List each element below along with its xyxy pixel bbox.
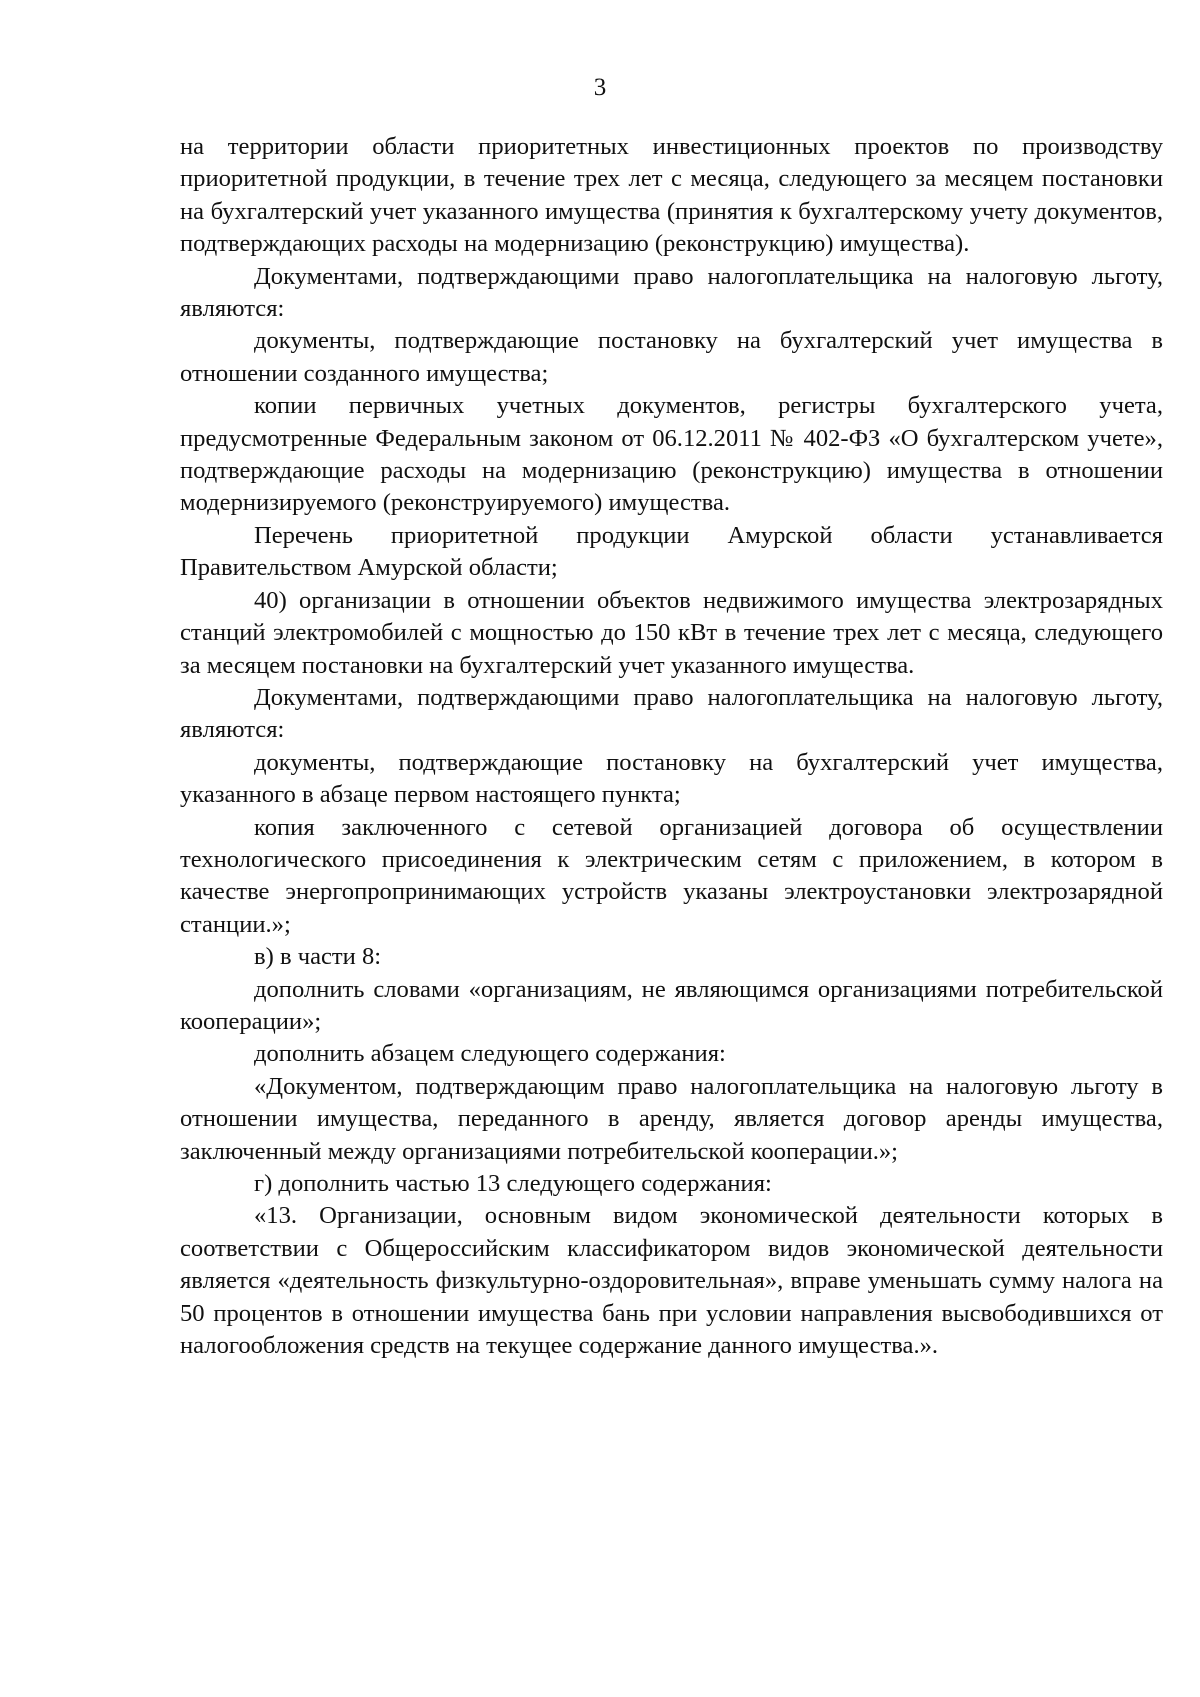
paragraph-documents-accounting-2: документы, подтверждающие постановку на бухгалтерский учет имущества, указанного в абзаце первом настоящего пункта;	[180, 748, 1163, 809]
paragraph-part-8: в) в части 8:	[254, 943, 382, 971]
paragraph-part-13: «13. Организации, основным видом экономической деятельности которых в соответствии с Общероссийским классификатором видов экономической деятельности является «деятельность физкультурно-оздоровительная», вправе уменьшать сумму налога на 50 процентов в отношении имущества бань при условии направления высвободившихся от налогообложения средств на текущее содержание данного имущества.».	[180, 1202, 1163, 1360]
paragraph-documents-confirming: Документами, подтверждающими право налогоплательщика на налоговую льготу, являются:	[180, 262, 1163, 323]
paragraph-add-clause: дополнить абзацем следующего содержания:	[254, 1040, 726, 1068]
paragraph-copies-primary-documents: копии первичных учетных документов, регистры бухгалтерского учета, предусмотренные Федеральным законом от 06.12.2011 № 402-ФЗ «О бухгалтерском учете», подтверждающие расходы на модернизацию (реконструкцию) имущества в отношении модернизируемого (реконструируемого) имущества.	[180, 392, 1163, 517]
document-body	[180, 131, 1163, 1362]
paragraph-part-13-intro: г) дополнить частью 13 следующего содержания:	[254, 1170, 772, 1197]
paragraph-add-words: дополнить словами «организациям, не являющимся организациями потребительской кооперации»;	[180, 975, 1163, 1035]
paragraph-contract-copy: копия заключенного с сетевой организацией договора об осуществлении технологического присоединения к электрическим сетям с приложением, в котором в качестве энергопропринимающих устройств указаны электроустановки электрозарядной станции.»;	[180, 813, 1163, 938]
paragraph-continuation: на территории области приоритетных инвестиционных проектов по производству приоритетной продукции, в течение трех лет с месяца, следующего за месяцем постановки на бухгалтерский учет указанного имущества (принятия к бухгалтерскому учету документов, подтверждающих расходы на модернизацию (реконструкцию) имущества).	[180, 133, 1163, 258]
paragraph-lease-document: «Документом, подтверждающим право налогоплательщика на налоговую льготу в отношении имущества, переданного в аренду, является договор аренды имущества, заключенный между организациями потребительской кооперации.»;	[180, 1072, 1163, 1165]
paragraph-item-40: 40) организации в отношении объектов недвижимого имущества электрозарядных станций электромобилей с мощностью до 150 кВт в течение трех лет с месяца, следующего за месяцем постановки на бухгалтерский учет указанного имущества.	[180, 586, 1163, 679]
page-number: 3	[593, 74, 607, 101]
paragraph-priority-products-list: Перечень приоритетной продукции Амурской области устанавливается Правительством Амурской области;	[180, 521, 1163, 582]
paragraph-documents-accounting: документы, подтверждающие постановку на бухгалтерский учет имущества в отношении созданного имущества;	[180, 327, 1163, 387]
paragraph-documents-confirming-2: Документами, подтверждающими право налогоплательщика на налоговую льготу, являются:	[180, 683, 1163, 744]
